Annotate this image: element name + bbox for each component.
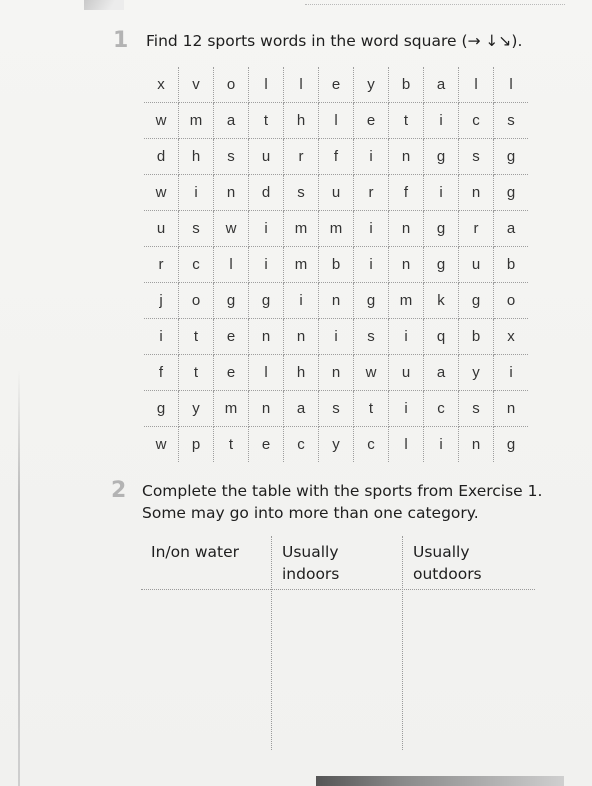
grid-letter[interactable]: t xyxy=(214,427,249,463)
column-header-line: indoors xyxy=(282,565,340,583)
grid-letter[interactable]: u xyxy=(144,211,179,247)
grid-letter[interactable]: f xyxy=(389,175,424,211)
grid-letter[interactable]: y xyxy=(354,67,389,103)
grid-letter[interactable]: e xyxy=(319,67,354,103)
grid-letter[interactable]: t xyxy=(179,319,214,355)
grid-letter[interactable]: i xyxy=(494,355,529,391)
grid-letter[interactable]: u xyxy=(319,175,354,211)
grid-letter[interactable]: m xyxy=(389,283,424,319)
grid-letter[interactable]: d xyxy=(144,139,179,175)
grid-letter[interactable]: l xyxy=(284,67,319,103)
grid-letter[interactable]: a xyxy=(424,355,459,391)
grid-letter[interactable]: w xyxy=(144,427,179,463)
grid-letter[interactable]: w xyxy=(144,175,179,211)
grid-letter[interactable]: e xyxy=(214,355,249,391)
grid-letter[interactable]: n xyxy=(389,211,424,247)
grid-letter[interactable]: r xyxy=(144,247,179,283)
grid-letter[interactable]: n xyxy=(249,391,284,427)
grid-letter[interactable]: g xyxy=(354,283,389,319)
grid-row xyxy=(144,103,528,139)
grid-letter[interactable]: x xyxy=(144,67,179,103)
grid-letter[interactable]: i xyxy=(354,247,389,283)
grid-row xyxy=(144,211,528,247)
grid-letter[interactable]: s xyxy=(284,175,319,211)
grid-letter[interactable]: k xyxy=(424,283,459,319)
grid-letter[interactable]: c xyxy=(459,103,494,139)
grid-letter[interactable]: u xyxy=(249,139,284,175)
grid-letter[interactable]: g xyxy=(144,391,179,427)
grid-letter[interactable]: i xyxy=(284,283,319,319)
grid-letter[interactable]: u xyxy=(459,247,494,283)
grid-letter[interactable]: g xyxy=(459,283,494,319)
grid-letter[interactable]: l xyxy=(459,67,494,103)
grid-letter[interactable]: s xyxy=(214,139,249,175)
grid-letter[interactable]: c xyxy=(179,247,214,283)
grid-letter[interactable]: i xyxy=(144,319,179,355)
grid-row xyxy=(144,139,528,175)
grid-letter[interactable]: o xyxy=(494,283,529,319)
grid-letter[interactable]: g xyxy=(494,139,529,175)
grid-letter[interactable]: i xyxy=(424,175,459,211)
grid-letter[interactable]: t xyxy=(354,391,389,427)
grid-letter[interactable]: n xyxy=(389,247,424,283)
grid-letter[interactable]: q xyxy=(424,319,459,355)
grid-letter[interactable]: u xyxy=(389,355,424,391)
grid-letter[interactable]: m xyxy=(284,211,319,247)
grid-letter[interactable]: a xyxy=(494,211,529,247)
grid-letter[interactable]: f xyxy=(319,139,354,175)
grid-row xyxy=(144,175,528,211)
grid-letter[interactable]: j xyxy=(144,283,179,319)
grid-letter[interactable]: w xyxy=(214,211,249,247)
exercise-2-instruction-line-2: Some may go into more than one category. xyxy=(142,504,479,522)
grid-letter[interactable]: c xyxy=(284,427,319,463)
column-usually-indoors[interactable] xyxy=(271,536,403,750)
column-header-in-on-water xyxy=(151,541,239,563)
grid-letter[interactable]: e xyxy=(249,427,284,463)
grid-letter[interactable]: i xyxy=(319,319,354,355)
grid-letter[interactable]: s xyxy=(459,139,494,175)
column-header-line: In/on water xyxy=(151,543,240,561)
grid-letter[interactable]: n xyxy=(319,355,354,391)
grid-letter[interactable]: d xyxy=(249,175,284,211)
grid-letter[interactable]: f xyxy=(144,355,179,391)
page-edge-shadow xyxy=(18,370,20,786)
grid-letter[interactable]: n xyxy=(249,319,284,355)
grid-letter[interactable]: a xyxy=(424,67,459,103)
grid-letter[interactable]: l xyxy=(249,355,284,391)
exercise-2-instruction xyxy=(142,480,562,524)
grid-letter[interactable]: b xyxy=(459,319,494,355)
column-header-line: outdoors xyxy=(413,565,482,583)
grid-letter[interactable]: i xyxy=(389,391,424,427)
exercise-2-number: 2 xyxy=(111,478,127,503)
grid-letter[interactable]: i xyxy=(249,247,284,283)
grid-letter[interactable]: e xyxy=(354,103,389,139)
page-corner-shadow xyxy=(84,0,124,10)
grid-letter[interactable]: n xyxy=(389,139,424,175)
grid-letter[interactable]: g xyxy=(249,283,284,319)
grid-letter[interactable]: n xyxy=(284,319,319,355)
column-usually-outdoors[interactable] xyxy=(402,536,536,750)
grid-letter[interactable]: h xyxy=(284,103,319,139)
grid-letter[interactable]: c xyxy=(424,391,459,427)
grid-letter[interactable]: t xyxy=(389,103,424,139)
grid-letter[interactable]: g xyxy=(424,211,459,247)
grid-letter[interactable]: w xyxy=(354,355,389,391)
grid-letter[interactable]: n xyxy=(459,427,494,463)
grid-row xyxy=(144,391,528,427)
grid-letter[interactable]: i xyxy=(354,139,389,175)
grid-letter[interactable]: m xyxy=(284,247,319,283)
grid-letter[interactable]: m xyxy=(179,103,214,139)
grid-letter[interactable]: s xyxy=(179,211,214,247)
grid-letter[interactable]: a xyxy=(284,391,319,427)
column-header-line: Usually xyxy=(282,543,339,561)
grid-letter[interactable]: s xyxy=(319,391,354,427)
grid-letter[interactable]: y xyxy=(179,391,214,427)
grid-letter[interactable]: e xyxy=(214,319,249,355)
grid-letter[interactable]: s xyxy=(354,319,389,355)
grid-letter[interactable]: c xyxy=(354,427,389,463)
grid-letter[interactable]: n xyxy=(214,175,249,211)
grid-letter[interactable]: g xyxy=(494,175,529,211)
top-dotted-rule xyxy=(305,4,565,5)
grid-letter[interactable]: l xyxy=(214,247,249,283)
grid-letter[interactable]: n xyxy=(459,175,494,211)
grid-row xyxy=(144,427,528,463)
column-header-usually-indoors xyxy=(282,541,339,585)
exercise-1-instruction: Find 12 sports words in the word square (→ ↓↘). xyxy=(146,32,523,50)
grid-letter[interactable]: t xyxy=(249,103,284,139)
exercise-1-number: 1 xyxy=(113,28,129,53)
exercise-2-instruction-line-1: Complete the table with the sports from Exercise 1. xyxy=(142,482,543,500)
grid-letter[interactable]: r xyxy=(284,139,319,175)
grid-letter[interactable]: i xyxy=(389,319,424,355)
grid-row xyxy=(144,283,528,319)
grid-letter[interactable]: r xyxy=(459,211,494,247)
grid-letter[interactable]: v xyxy=(179,67,214,103)
grid-letter[interactable]: s xyxy=(494,103,529,139)
grid-letter[interactable]: w xyxy=(144,103,179,139)
column-header-line: Usually xyxy=(413,543,470,561)
grid-row xyxy=(144,355,528,391)
grid-letter[interactable]: t xyxy=(179,355,214,391)
grid-letter[interactable]: h xyxy=(179,139,214,175)
word-square xyxy=(144,67,528,462)
grid-letter[interactable]: r xyxy=(354,175,389,211)
grid-letter[interactable]: o xyxy=(214,67,249,103)
grid-letter[interactable]: n xyxy=(494,391,529,427)
grid-letter[interactable]: m xyxy=(319,211,354,247)
bottom-edge-strip xyxy=(316,776,564,786)
grid-letter[interactable]: p xyxy=(179,427,214,463)
column-header-usually-outdoors xyxy=(413,541,482,585)
grid-letter[interactable]: b xyxy=(494,247,529,283)
grid-letter[interactable]: g xyxy=(424,139,459,175)
grid-letter[interactable]: l xyxy=(319,103,354,139)
column-in-on-water[interactable] xyxy=(141,536,271,750)
grid-row xyxy=(144,319,528,355)
grid-letter[interactable]: g xyxy=(506,436,516,453)
grid-letter[interactable]: i xyxy=(179,175,214,211)
grid-letter[interactable]: h xyxy=(284,355,319,391)
grid-letter[interactable]: m xyxy=(214,391,249,427)
grid-letter[interactable]: o xyxy=(179,283,214,319)
category-table xyxy=(141,536,535,750)
grid-letter[interactable]: i xyxy=(249,211,284,247)
grid-letter[interactable]: l xyxy=(389,427,424,463)
grid-letter[interactable]: l xyxy=(494,67,529,103)
grid-row xyxy=(144,67,528,103)
grid-letter[interactable]: x xyxy=(494,319,529,355)
grid-letter[interactable]: g xyxy=(424,247,459,283)
grid-letter[interactable]: y xyxy=(459,355,494,391)
grid-letter[interactable]: n xyxy=(319,283,354,319)
grid-letter[interactable]: i xyxy=(424,103,459,139)
grid-letter[interactable]: g xyxy=(214,283,249,319)
grid-letter[interactable]: s xyxy=(459,391,494,427)
grid-row xyxy=(144,247,528,283)
grid-letter[interactable]: l xyxy=(249,67,284,103)
grid-letter[interactable]: b xyxy=(319,247,354,283)
grid-letter[interactable]: a xyxy=(214,103,249,139)
grid-letter[interactable]: i xyxy=(354,211,389,247)
grid-letter[interactable]: y xyxy=(319,427,354,463)
table-header-rule xyxy=(141,589,535,590)
grid-letter[interactable]: i xyxy=(424,427,459,463)
grid-letter[interactable]: b xyxy=(389,67,424,103)
